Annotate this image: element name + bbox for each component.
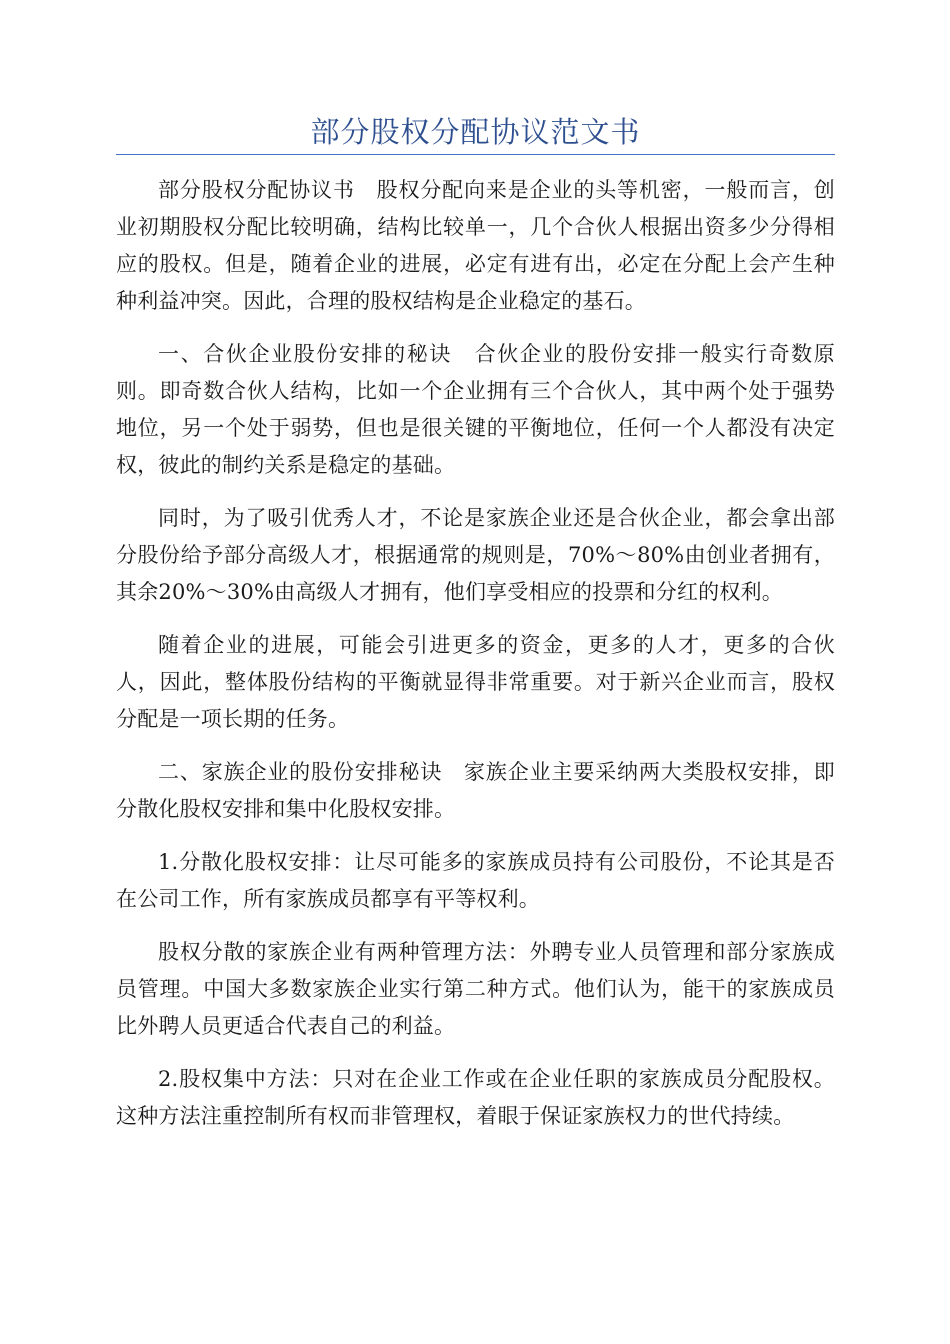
document-body — [116, 172, 835, 1151]
paragraph-decentralized: 1.分散化股权安排：让尽可能多的家族成员持有公司股份，不论其是否在公司工作，所有家族成员都享有平等权利。 — [116, 850, 835, 911]
document-title: 部分股权分配协议范文书 — [310, 115, 641, 149]
paragraph-talent-shares: 同时，为了吸引优秀人才，不论是家族企业还是合伙企业，都会拿出部分股份给予部分高级人才，根据通常的规则是，70%～80%由创业者拥有，其余20%～30%由高级人才拥有，他们享受相应的投票和分红的权利。 — [116, 506, 835, 604]
paragraph-intro: 部分股权分配协议书 股权分配向来是企业的头等机密，一般而言，创业初期股权分配比较明确，结构比较单一，几个合伙人根据出资多少分得相应的股权。但是，随着企业的进展，必定有进有出，必定在分配上会产生种种利益冲突。因此，合理的股权结构是企业稳定的基石。 — [116, 178, 835, 313]
paragraph-decentralized-management: 股权分散的家族企业有两种管理方法：外聘专业人员管理和部分家族成员管理。中国大多数家族企业实行第二种方式。他们认为，能干的家族成员比外聘人员更适合代表自己的利益。 — [116, 940, 835, 1038]
paragraph-family-secret: 二、家族企业的股份安排秘诀 家族企业主要采纳两大类股权安排，即分散化股权安排和集中化股权安排。 — [116, 760, 835, 821]
title-underline — [116, 154, 835, 155]
paragraph-centralized: 2.股权集中方法：只对在企业工作或在企业任职的家族成员分配股权。这种方法注重控制所有权而非管理权，着眼于保证家族权力的世代持续。 — [116, 1067, 835, 1128]
paragraph-partnership-secret: 一、合伙企业股份安排的秘诀 合伙企业的股份安排一般实行奇数原则。即奇数合伙人结构，比如一个企业拥有三个合伙人，其中两个处于强势地位，另一个处于弱势，但也是很关键的平衡地位，任何一个人都没有决定权，彼此的制约关系是稳定的基础。 — [116, 342, 835, 477]
paragraph-structure-balance: 随着企业的进展，可能会引进更多的资金，更多的人才，更多的合伙人，因此，整体股份结构的平衡就显得非常重要。对于新兴企业而言，股权分配是一项长期的任务。 — [116, 633, 835, 731]
